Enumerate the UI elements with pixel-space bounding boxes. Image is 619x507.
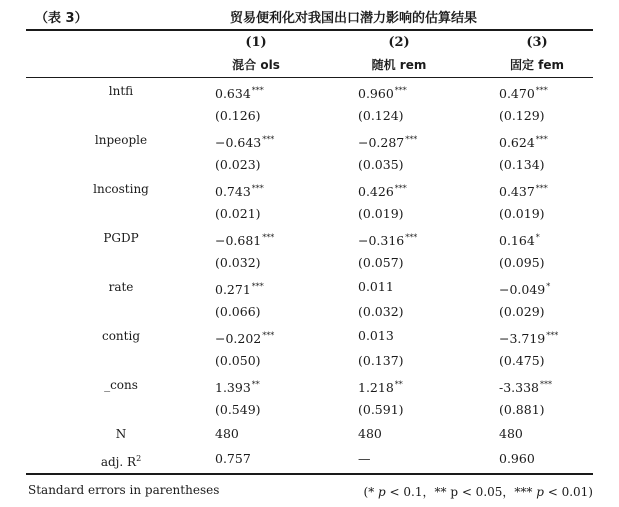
coefficient-cell: (0.019): [499, 205, 545, 221]
significance-stars: ***: [546, 331, 559, 340]
significance-stars: ***: [405, 135, 418, 144]
significance-stars: ***: [535, 135, 548, 144]
variable-name: lnpeople: [94, 133, 148, 147]
variable-name: lncosting: [93, 182, 149, 196]
variable-name: lntfi: [108, 84, 134, 98]
column-label: 固定 fem: [509, 58, 565, 72]
coefficient-cell: (0.126): [215, 107, 261, 123]
variable-name: contig: [101, 329, 140, 343]
coefficient-cell: (0.032): [358, 303, 404, 319]
coefficient-cell: 1.218**: [358, 380, 403, 395]
significance-note: (* p < 0.1，** p < 0.05，*** p < 0.01): [363, 485, 593, 499]
column-label: 随机 rem: [371, 58, 427, 72]
significance-stars: ***: [251, 282, 264, 291]
coefficient-cell: (0.591): [358, 401, 404, 417]
coefficient-cell: (0.032): [215, 254, 261, 270]
significance-stars: ***: [251, 86, 264, 95]
coefficient-cell: 480: [215, 426, 239, 441]
coefficient-cell: 1.393**: [215, 380, 260, 395]
significance-stars: *: [546, 282, 551, 291]
coefficient-cell: (0.035): [358, 156, 404, 172]
coefficient-cell: (0.134): [499, 156, 545, 172]
significance-stars: ***: [262, 135, 275, 144]
table-row: [26, 177, 593, 202]
coefficient-cell: —: [358, 450, 371, 466]
coefficient-cell: 480: [358, 426, 382, 441]
significance-stars: ***: [262, 233, 275, 242]
significance-stars: ***: [262, 331, 275, 340]
significance-stars: ***: [535, 86, 548, 95]
coefficient-cell: 0.164*: [499, 233, 540, 248]
significance-stars: *: [535, 233, 540, 242]
coefficient-cell: −0.049*: [499, 282, 551, 297]
variable-name: adj. $R^2$: [100, 453, 142, 469]
coefficient-cell: −3.719***: [499, 331, 559, 346]
se-note: Standard errors in parentheses: [28, 483, 220, 497]
significance-stars: ***: [394, 184, 407, 193]
table-row: [26, 104, 593, 129]
significance-stars: ***: [251, 184, 264, 193]
significance-stars: **: [394, 380, 403, 389]
coefficient-cell: −0.316***: [358, 233, 418, 248]
table-row: [26, 79, 593, 104]
variable-name: rate: [108, 280, 134, 294]
coefficient-cell: (0.137): [358, 352, 404, 368]
table-row: [26, 373, 593, 398]
significance-stars: ***: [540, 380, 553, 389]
table-row: [26, 202, 593, 227]
column-number-row: [26, 32, 593, 54]
table-row: [26, 251, 593, 276]
table-row: [26, 398, 593, 423]
table-row: [26, 447, 593, 472]
coefficient-cell: 480: [499, 426, 523, 441]
coefficient-cell: 0.013: [358, 328, 394, 343]
coefficient-cell: 0.743***: [215, 184, 264, 199]
coefficient-cell: (0.029): [499, 303, 545, 319]
coefficient-cell: 0.634***: [215, 86, 264, 101]
coefficient-cell: 0.960***: [358, 86, 407, 101]
coefficient-cell: (0.023): [215, 156, 261, 172]
coefficient-cell: −0.643***: [215, 135, 275, 150]
coefficient-cell: 0.011: [358, 279, 394, 294]
coefficient-cell: (0.475): [499, 352, 545, 368]
column-number: (1): [245, 35, 267, 50]
bottom-rule: [26, 473, 593, 475]
coefficient-cell: (0.549): [215, 401, 261, 417]
significance-stars: ***: [394, 86, 407, 95]
variable-name: _cons: [104, 378, 138, 392]
coefficient-cell: -3.338***: [499, 380, 553, 395]
variable-name: PGDP: [103, 231, 139, 245]
coefficient-cell: −0.202***: [215, 331, 275, 346]
column-label-row: [26, 54, 593, 76]
coefficient-cell: 0.470***: [499, 86, 548, 101]
coefficient-cell: (0.057): [358, 254, 404, 270]
coefficient-cell: 0.624***: [499, 135, 548, 150]
coefficient-cell: 0.271***: [215, 282, 264, 297]
coefficient-cell: 0.426***: [358, 184, 407, 199]
coefficient-cell: −0.287***: [358, 135, 418, 150]
table-row: [26, 349, 593, 374]
header-rule: [26, 77, 593, 78]
coefficient-cell: (0.124): [358, 107, 404, 123]
coefficient-cell: (0.881): [499, 401, 545, 417]
coefficient-cell: 0.437***: [499, 184, 548, 199]
table-row: [26, 300, 593, 325]
table-row: [26, 422, 593, 447]
table-row: [26, 226, 593, 251]
table-title: 贸易便利化对我国出口潜力影响的估算结果: [230, 11, 478, 26]
coefficient-cell: (0.021): [215, 205, 261, 221]
significance-stars: ***: [535, 184, 548, 193]
coefficient-cell: (0.129): [499, 107, 545, 123]
column-label: 混合 ols: [232, 58, 280, 72]
table-number: （表 3）: [35, 11, 88, 26]
coefficient-cell: (0.019): [358, 205, 404, 221]
column-number: (2): [388, 35, 410, 50]
table-row: [26, 324, 593, 349]
coefficient-cell: −0.681***: [215, 233, 275, 248]
coefficient-cell: 0.757: [215, 450, 251, 466]
coefficient-cell: (0.050): [215, 352, 261, 368]
table-caption: [0, 7, 619, 27]
superscript: 2: [136, 453, 142, 463]
table-row: [26, 153, 593, 178]
coefficient-cell: (0.095): [499, 254, 545, 270]
coefficient-cell: (0.066): [215, 303, 261, 319]
table-body: [26, 79, 593, 471]
table-notes: [0, 483, 619, 503]
table-row: [26, 128, 593, 153]
coefficient-cell: 0.960: [499, 450, 535, 466]
significance-stars: ***: [405, 233, 418, 242]
variable-name: N: [115, 427, 127, 441]
table-row: [26, 275, 593, 300]
significance-stars: **: [251, 380, 260, 389]
column-number: (3): [526, 35, 548, 50]
top-rule: [26, 29, 593, 31]
